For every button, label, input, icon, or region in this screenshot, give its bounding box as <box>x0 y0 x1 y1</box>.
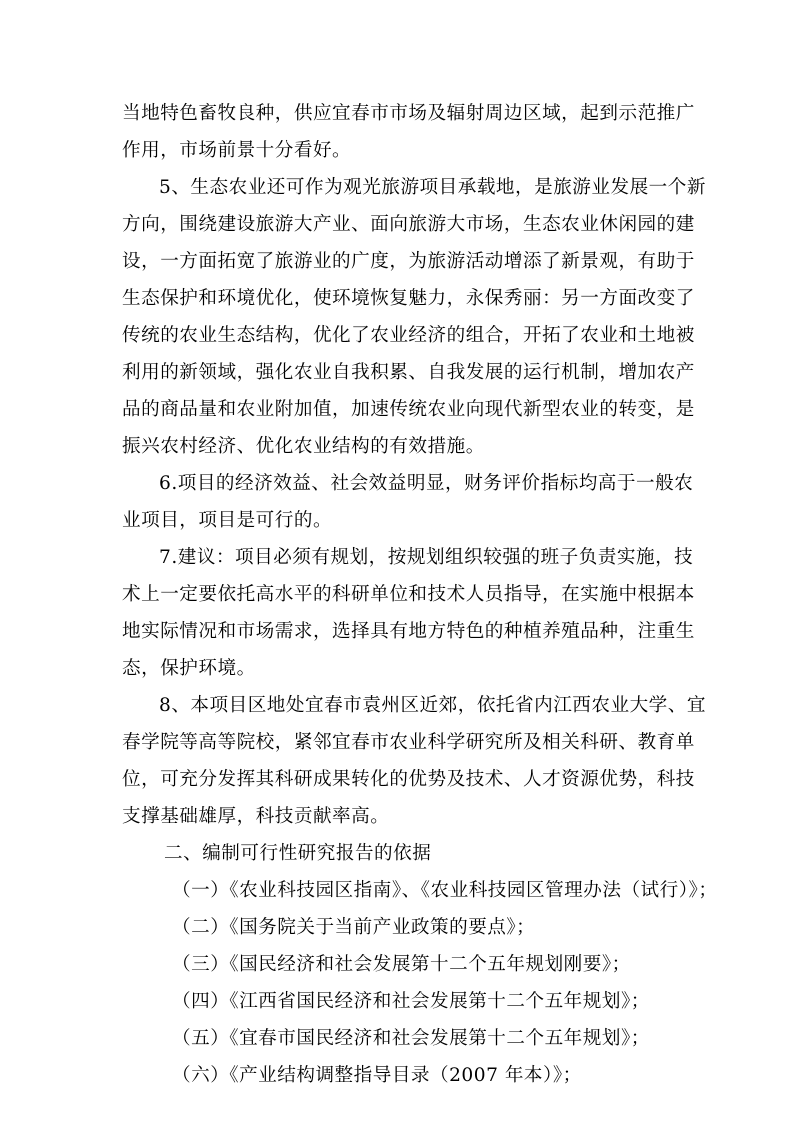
paragraph-4-line-3: 作用，市场前景十分看好。 <box>122 140 352 161</box>
paragraph-7-line-4: 态，保护环境。 <box>122 658 256 679</box>
paragraph-5-line-5: 传统的农业生态结构，优化了农业经济的组合，开拓了农业和土地被 <box>122 325 695 346</box>
paragraph-7-line-3: 地实际情况和市场需求，选择具有地方特色的种植养殖品种，注重生 <box>122 621 695 642</box>
basis-item-4: （四）《江西省国民经济和社会发展第十二个五年规划》； <box>172 991 650 1012</box>
paragraph-8-line-3: 位，可充分发挥其科研成果转化的优势及技术、人才资源优势，科技 <box>122 769 695 790</box>
paragraph-5-line-2: 方向，围绕建设旅游大产业、面向旅游大市场，生态农业休闲园的建 <box>122 214 695 235</box>
section-heading: 二、编制可行性研究报告的依据 <box>164 843 432 864</box>
paragraph-6-line-2: 业项目，项目是可行的。 <box>122 510 333 531</box>
paragraph-5-line-4: 生态保护和环境优化，使环境恢复魅力，永保秀丽：另一方面改变了 <box>122 288 695 309</box>
paragraph-8-line-2: 春学院等高等院校，紧邻宜春市农业科学研究所及相关科研、教育单 <box>122 732 695 753</box>
paragraph-8-line-4: 支撑基础雄厚，科技贡献率高。 <box>122 806 390 827</box>
basis-item-3: （三）《国民经济和社会发展第十二个五年规划刚要》； <box>172 954 631 975</box>
basis-item-5: （五）《宜春市国民经济和社会发展第十二个五年规划》； <box>172 1028 650 1049</box>
paragraph-8-line-1: 8、本项目区地处宜春市袁州区近郊，依托省内江西农业大学、宜 <box>159 695 706 716</box>
paragraph-5-line-7: 品的商品量和农业附加值，加速传统农业向现代新型农业的转变，是 <box>122 399 695 420</box>
paragraph-5-line-3: 设，一方面拓宽了旅游业的广度，为旅游活动增添了新景观，有助于 <box>122 251 695 272</box>
paragraph-5-line-8: 振兴农村经济、优化农业结构的有效措施。 <box>122 436 485 457</box>
paragraph-6-line-1: 6.项目的经济效益、社会效益明显，财务评价指标均高于一般农 <box>159 473 694 494</box>
paragraph-5-line-1: 5、生态农业还可作为观光旅游项目承载地，是旅游业发展一个新 <box>159 177 706 198</box>
basis-item-6: （六）《产业结构调整指导目录（2007 年本）》； <box>172 1065 582 1086</box>
basis-item-2: （二）《国务院关于当前产业政策的要点》； <box>172 917 536 938</box>
paragraph-4-line-2: 当地特色畜牧良种，供应宜春市市场及辐射周边区域，起到示范推广 <box>122 103 695 124</box>
basis-item-1: （一）《农业科技园区指南》、《农业科技园区管理办法（试行）》； <box>172 880 718 901</box>
paragraph-7-line-1: 7.建议：项目必须有规划，按规划组织较强的班子负责实施，技 <box>159 547 694 568</box>
paragraph-7-line-2: 术上一定要依托高水平的科研单位和技术人员指导，在实施中根据本 <box>122 584 695 605</box>
paragraph-5-line-6: 利用的新领域，强化农业自我积累、自我发展的运行机制，增加农产 <box>122 362 695 383</box>
